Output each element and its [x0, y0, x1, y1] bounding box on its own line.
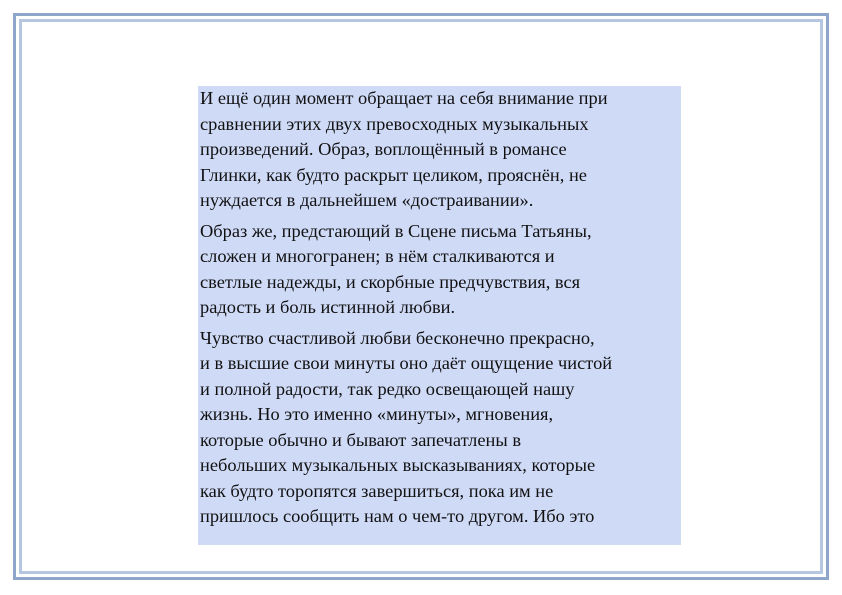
paragraph-1 [200, 86, 679, 214]
text-line: нуждается в дальнейшем «достраивании». [200, 190, 534, 210]
text-line: пришлось сообщить нам о чем-то другом. Ибо это [200, 506, 595, 526]
text-line: Глинки, как будто раскрыт целиком, прояснён, не [200, 164, 587, 185]
text-block [198, 86, 681, 545]
text-line: Чувство счастливой любви бесконечно прекрасно, [200, 327, 595, 348]
text-line: сравнении этих двух превосходных музыкальных [200, 113, 589, 134]
text-line: сложен и многогранен; в нём сталкиваются и [200, 246, 555, 266]
text-line: произведений. Образ, воплощённый в романсе [200, 139, 567, 159]
paragraph-2 [200, 219, 679, 321]
text-line: Образ же, предстающий в Сцене письма Татьяны, [200, 220, 592, 241]
text-line: как будто торопятся завершиться, пока им не [200, 480, 554, 501]
text-line: И ещё один момент обращает на себя внимание при [200, 88, 608, 108]
text-line: светлые надежды, и скорбные предчувствия, вся [200, 271, 581, 292]
text-line: жизнь. Но это именно «минуты», мгновения, [200, 404, 554, 424]
text-line: небольших музыкальных высказываниях, которые [200, 455, 596, 475]
text-line: радость и боль истинной любви. [200, 297, 456, 317]
paragraph-3 [200, 326, 679, 530]
text-line: и в высшие свои минуты оно даёт ощущение чистой [200, 353, 613, 373]
text-line: и полной радости, так редко освещающей нашу [200, 378, 575, 399]
text-line: которые обычно и бывают запечатлены в [200, 429, 521, 450]
